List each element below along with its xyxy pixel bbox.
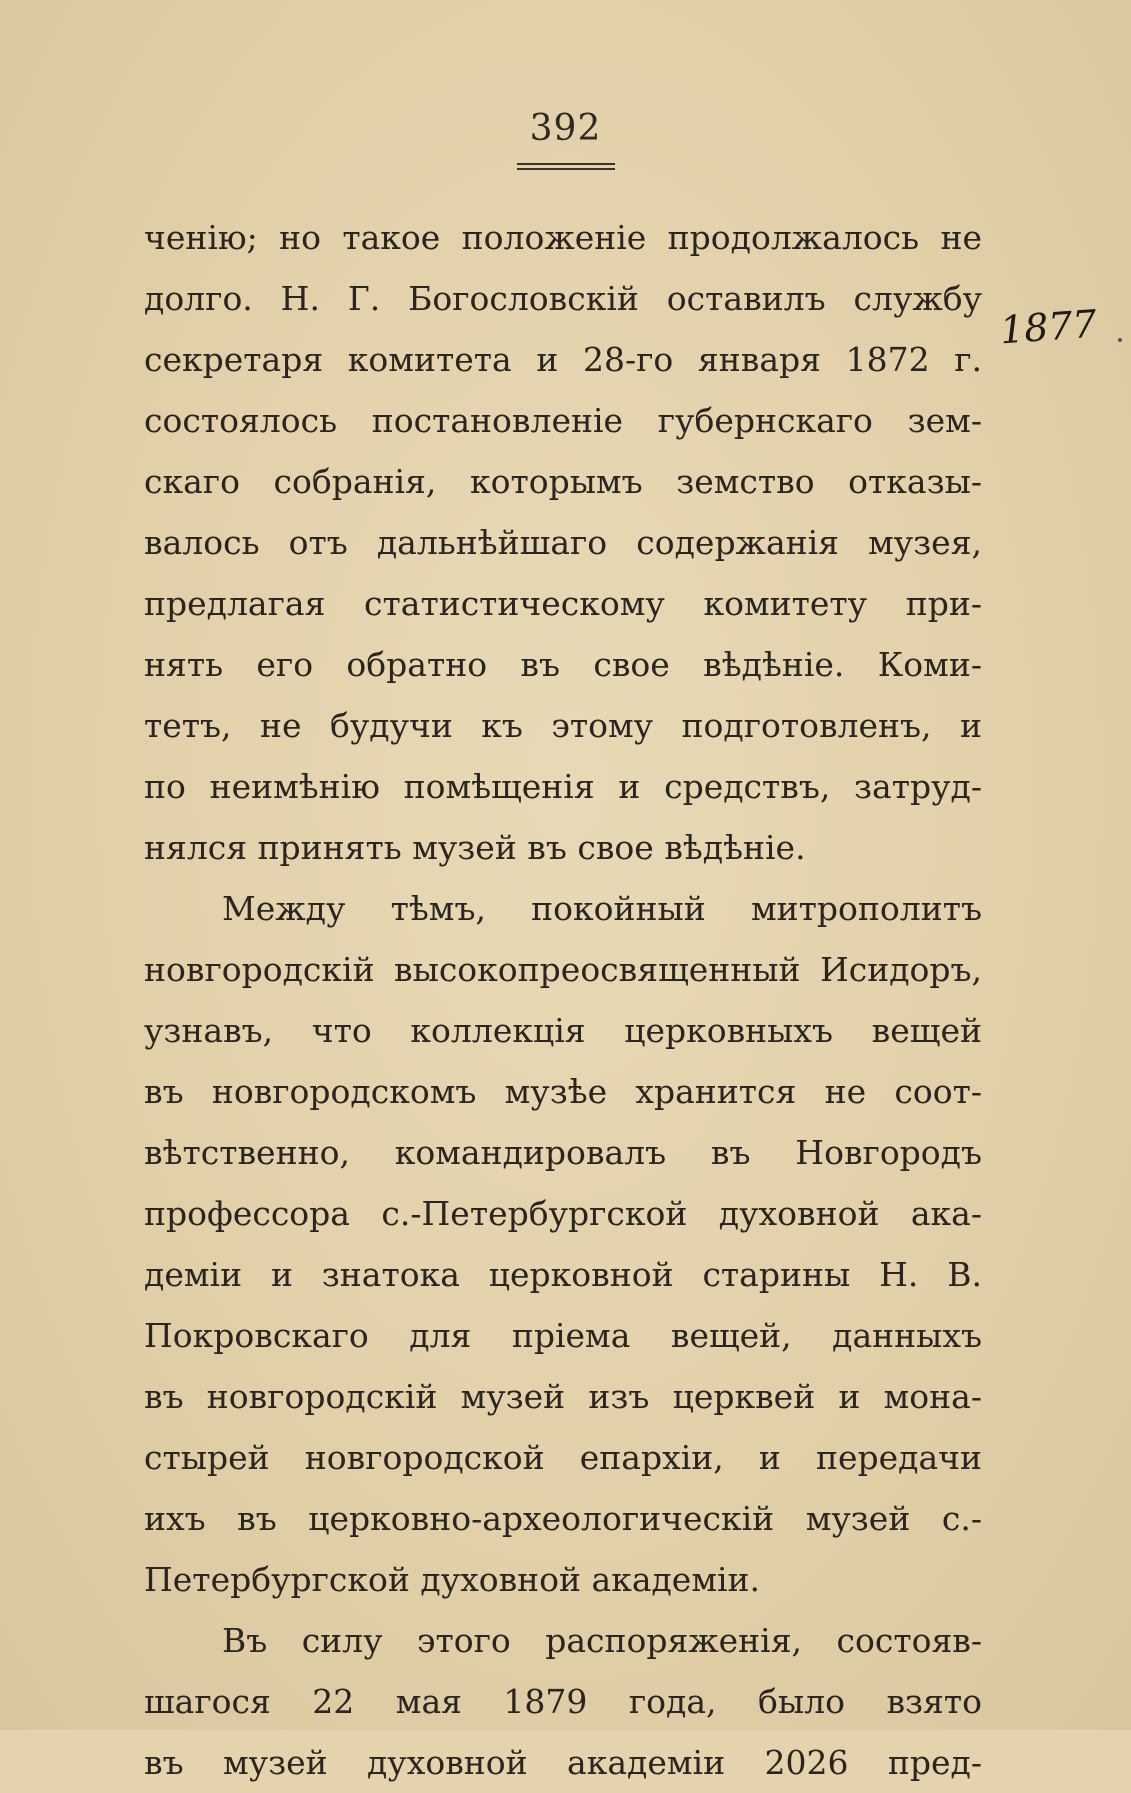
text-line: въ музей духовной академіи 2026 пред- — [144, 1743, 982, 1782]
text-line: шагося 22 мая 1879 года, было взято — [144, 1682, 982, 1721]
text-line: въ новгородскій музей изъ церквей и мона- — [144, 1377, 982, 1416]
text-line: валось отъ дальнѣйшаго содержанія музея, — [144, 523, 982, 562]
text-line: въ новгородскомъ музѣе хранится не соот- — [144, 1072, 982, 1111]
text-line: профессора с.-Петербургской духовной ака- — [144, 1194, 982, 1233]
text-line: узнавъ, что коллекція церковныхъ вещей — [144, 1011, 982, 1050]
text-line: стырей новгородской епархіи, и передачи — [144, 1438, 982, 1477]
page-number-rule-top — [517, 163, 615, 165]
text-line: долго. Н. Г. Богословскій оставилъ службу — [144, 279, 982, 318]
handwritten-margin-note: 1877 — [998, 301, 1099, 353]
text-line: Между тѣмъ, покойный митрополитъ — [222, 889, 982, 928]
text-line: новгородскій высокопреосвященный Исидоръ, — [144, 950, 982, 989]
text-line: Покровскаго для пріема вещей, данныхъ — [144, 1316, 982, 1355]
text-line: предлагая статистическому комитету при- — [144, 584, 982, 623]
text-line: нялся принять музей въ свое вѣдѣніе. — [144, 828, 806, 867]
text-line: Въ силу этого распоряженія, состояв- — [222, 1621, 982, 1660]
body-text — [144, 207, 982, 1793]
text-line: тетъ, не будучи къ этому подготовленъ, и — [144, 706, 982, 745]
text-line: вѣтственно, командировалъ въ Новгородъ — [144, 1133, 982, 1172]
text-line: ихъ въ церковно-археологическій музей с.- — [144, 1499, 982, 1538]
text-line: деміи и знатока церковной старины Н. В. — [144, 1255, 982, 1294]
margin-note-dot — [1118, 338, 1122, 342]
text-line: по неимѣнію помѣщенія и средствъ, затруд- — [144, 767, 982, 806]
text-line: секретаря комитета и 28-го января 1872 г. — [144, 340, 982, 379]
text-line: скаго собранія, которымъ земство отказы- — [144, 462, 982, 501]
page-number-rule-bottom — [517, 168, 615, 170]
text-line: Петербургской духовной академіи. — [144, 1560, 761, 1599]
text-line: нять его обратно въ свое вѣдѣніе. Коми- — [144, 645, 982, 684]
text-line: состоялось постановленіе губернскаго зем- — [144, 401, 982, 440]
page-number: 392 — [529, 108, 602, 149]
text-line: ченію; но такое положеніе продолжалось не — [144, 218, 982, 257]
